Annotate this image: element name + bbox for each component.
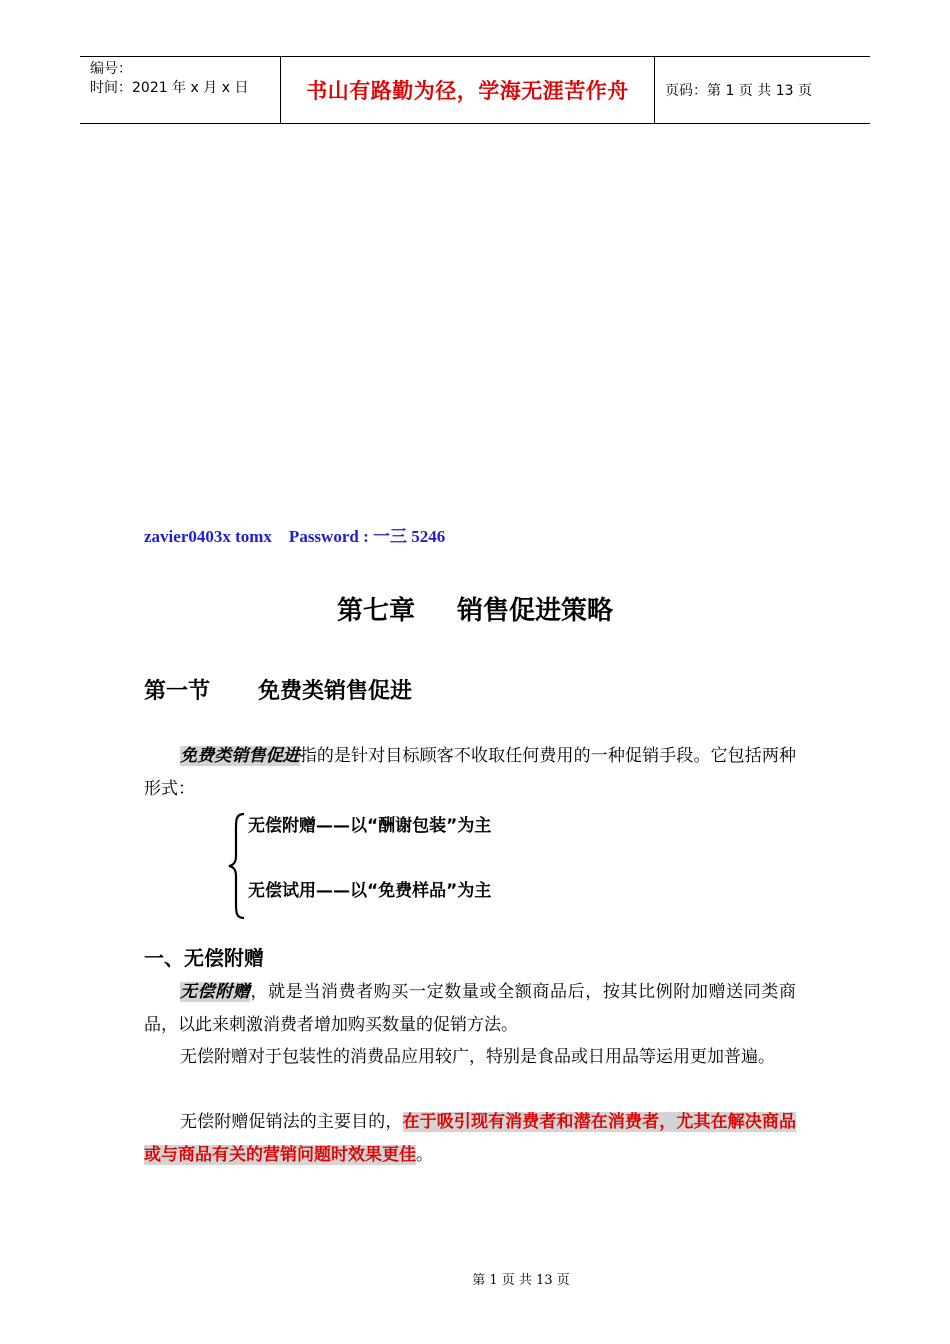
number-label: 编号：	[90, 61, 132, 77]
section-name: 免费类销售促进	[258, 679, 413, 704]
password-line: zavier0403x tomx Password : 一三 5246	[144, 527, 446, 546]
section-title	[144, 674, 412, 705]
paragraph-3	[144, 1106, 796, 1172]
intro-paragraph	[144, 740, 796, 806]
header-page-cell	[655, 57, 870, 123]
intro-text: 指的是针对目标顾客不收取任何费用的一种促销手段。它包括两种形式：	[144, 746, 797, 799]
chapter-title	[0, 590, 950, 627]
paragraph-3-end: 。	[416, 1145, 433, 1165]
form-item-gift: 无偿附赠——以“酬谢包装”为主	[248, 816, 492, 836]
paragraph-1-text: ，就是当消费者购买一定数量或全额商品后，按其比例附加赠送同类商品，以此来刺激消费者增加购买数量的促销方法。	[144, 982, 797, 1035]
paragraph-3-lead: 无偿附赠促销法的主要目的，	[180, 1112, 403, 1132]
intro-term: 免费类销售促进	[180, 746, 300, 766]
form-item-trial: 无偿试用——以“免费样品”为主	[248, 881, 492, 901]
motto: 书山有路勤为径，学海无涯苦作舟	[306, 79, 629, 103]
paragraph-1-term: 无偿附赠	[180, 982, 251, 1002]
page-label: 页码：第 1 页 共 13 页	[665, 83, 812, 99]
chapter-number: 第七章	[336, 596, 415, 626]
paragraph-3-highlight: 在于吸引现有消费者和潜在消费者，尤其在解决商品或与商品有关的营销问题时效果更佳	[144, 1112, 797, 1165]
section-number: 第一节	[144, 679, 211, 704]
paragraph-1	[144, 976, 796, 1042]
subsection-title: 一、无偿附赠	[144, 946, 264, 970]
header-motto-cell	[281, 57, 655, 123]
curly-brace-icon	[226, 812, 248, 920]
page-footer: 第 1 页 共 13 页	[472, 1273, 570, 1288]
page-header	[80, 56, 870, 124]
paragraph-2: 无偿附赠对于包装性的消费品应用较广，特别是食品或日用品等运用更加普遍。	[180, 1047, 775, 1067]
header-meta	[80, 57, 281, 123]
chapter-name: 销售促进策略	[457, 596, 614, 626]
time-label: 时间：2021 年 x 月 x 日	[90, 80, 249, 96]
